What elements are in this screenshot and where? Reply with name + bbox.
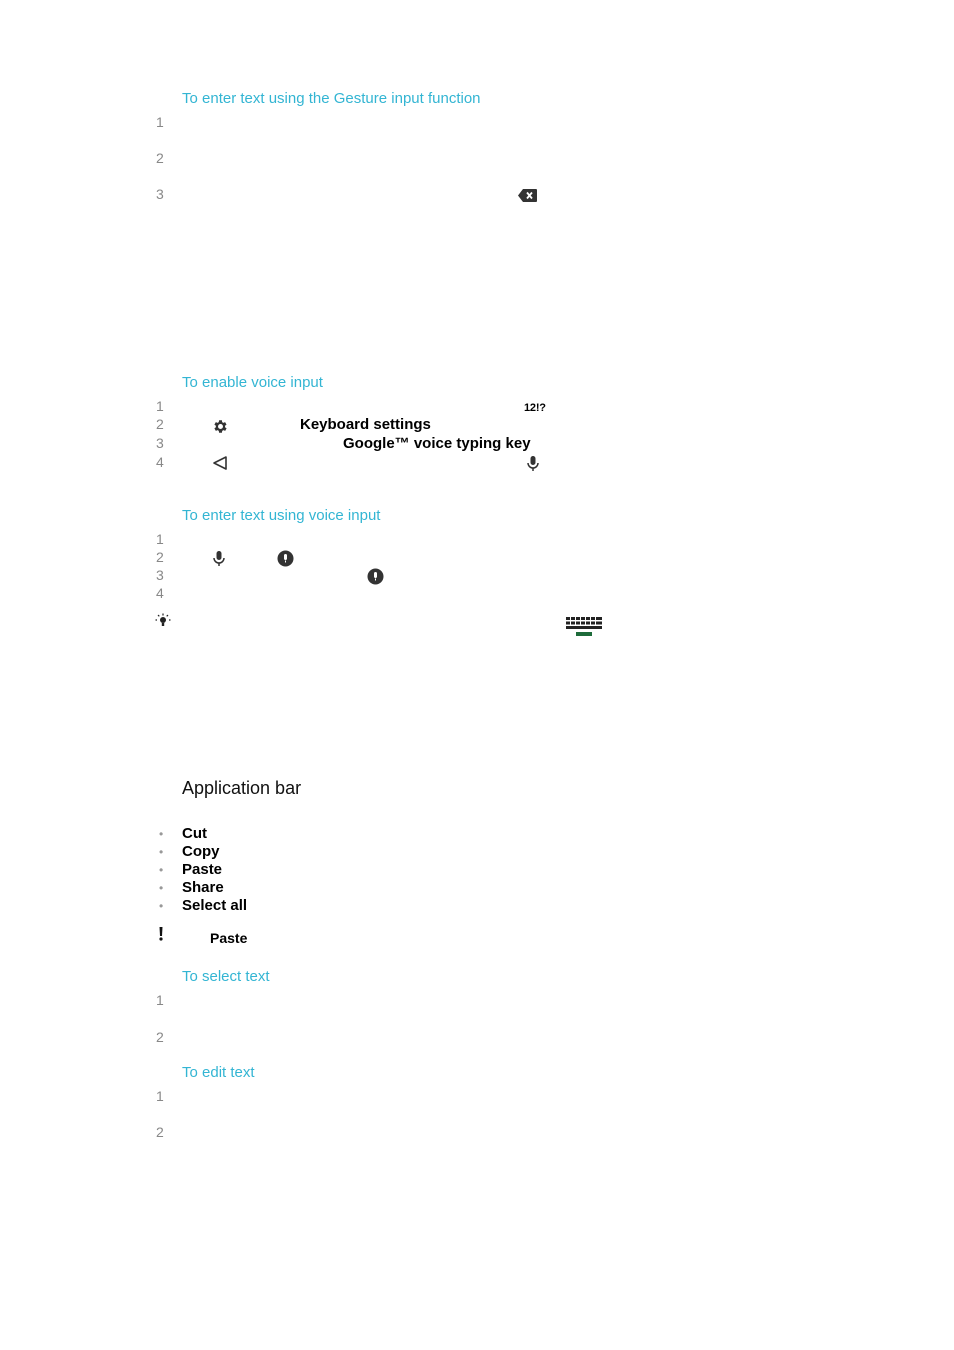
mic-circle-icon	[277, 550, 294, 567]
step-number: 1	[156, 1088, 164, 1104]
enable-voice-heading: To enable voice input	[182, 374, 323, 391]
note-paste-label: Paste	[210, 930, 248, 946]
app-bar-item-paste: Paste	[182, 861, 223, 878]
voice-typing-key-label: Google™ voice typing key	[343, 435, 531, 452]
step-number: 4	[156, 585, 164, 601]
step-number: 2	[156, 416, 164, 432]
bullet: •	[159, 827, 164, 841]
mic-icon	[526, 455, 540, 472]
step-number: 2	[156, 1029, 164, 1045]
voice-input-heading: To enter text using voice input	[182, 507, 381, 524]
step-number: 1	[156, 398, 164, 414]
gesture-heading: To enter text using the Gesture input function	[182, 90, 481, 107]
gear-icon	[212, 418, 229, 435]
step-number: 1	[156, 114, 164, 130]
bullet: •	[159, 899, 164, 913]
app-bar-item-share: Share	[182, 879, 224, 896]
edit-text-heading: To edit text	[182, 1064, 255, 1081]
application-bar-title: Application bar	[182, 778, 302, 798]
mic-circle-icon	[367, 568, 384, 585]
step-number: 2	[156, 150, 164, 166]
keyboard-settings-label: Keyboard settings	[300, 416, 431, 433]
select-text-heading: To select text	[182, 968, 270, 985]
step-number: 2	[156, 1124, 164, 1140]
app-bar-item-copy: Copy	[182, 843, 220, 860]
step-number: 3	[156, 567, 164, 583]
app-bar-item-select-all: Select all	[182, 897, 248, 914]
step-number: 3	[156, 186, 164, 202]
bullet: •	[159, 881, 164, 895]
step-number: 1	[156, 531, 164, 547]
bullet: •	[159, 863, 164, 877]
exclamation-icon	[157, 926, 165, 942]
backspace-icon	[517, 188, 538, 203]
lightbulb-icon	[155, 613, 171, 629]
bullet: •	[159, 845, 164, 859]
mic-icon	[212, 550, 226, 567]
app-bar-item-cut: Cut	[182, 825, 207, 842]
symbols-key-label: 12!?	[524, 402, 546, 414]
step-number: 4	[156, 454, 164, 470]
step-number: 1	[156, 992, 164, 1008]
step-number: 3	[156, 435, 164, 451]
step-number: 2	[156, 549, 164, 565]
keyboard-icon	[566, 617, 603, 637]
back-icon	[212, 455, 228, 471]
